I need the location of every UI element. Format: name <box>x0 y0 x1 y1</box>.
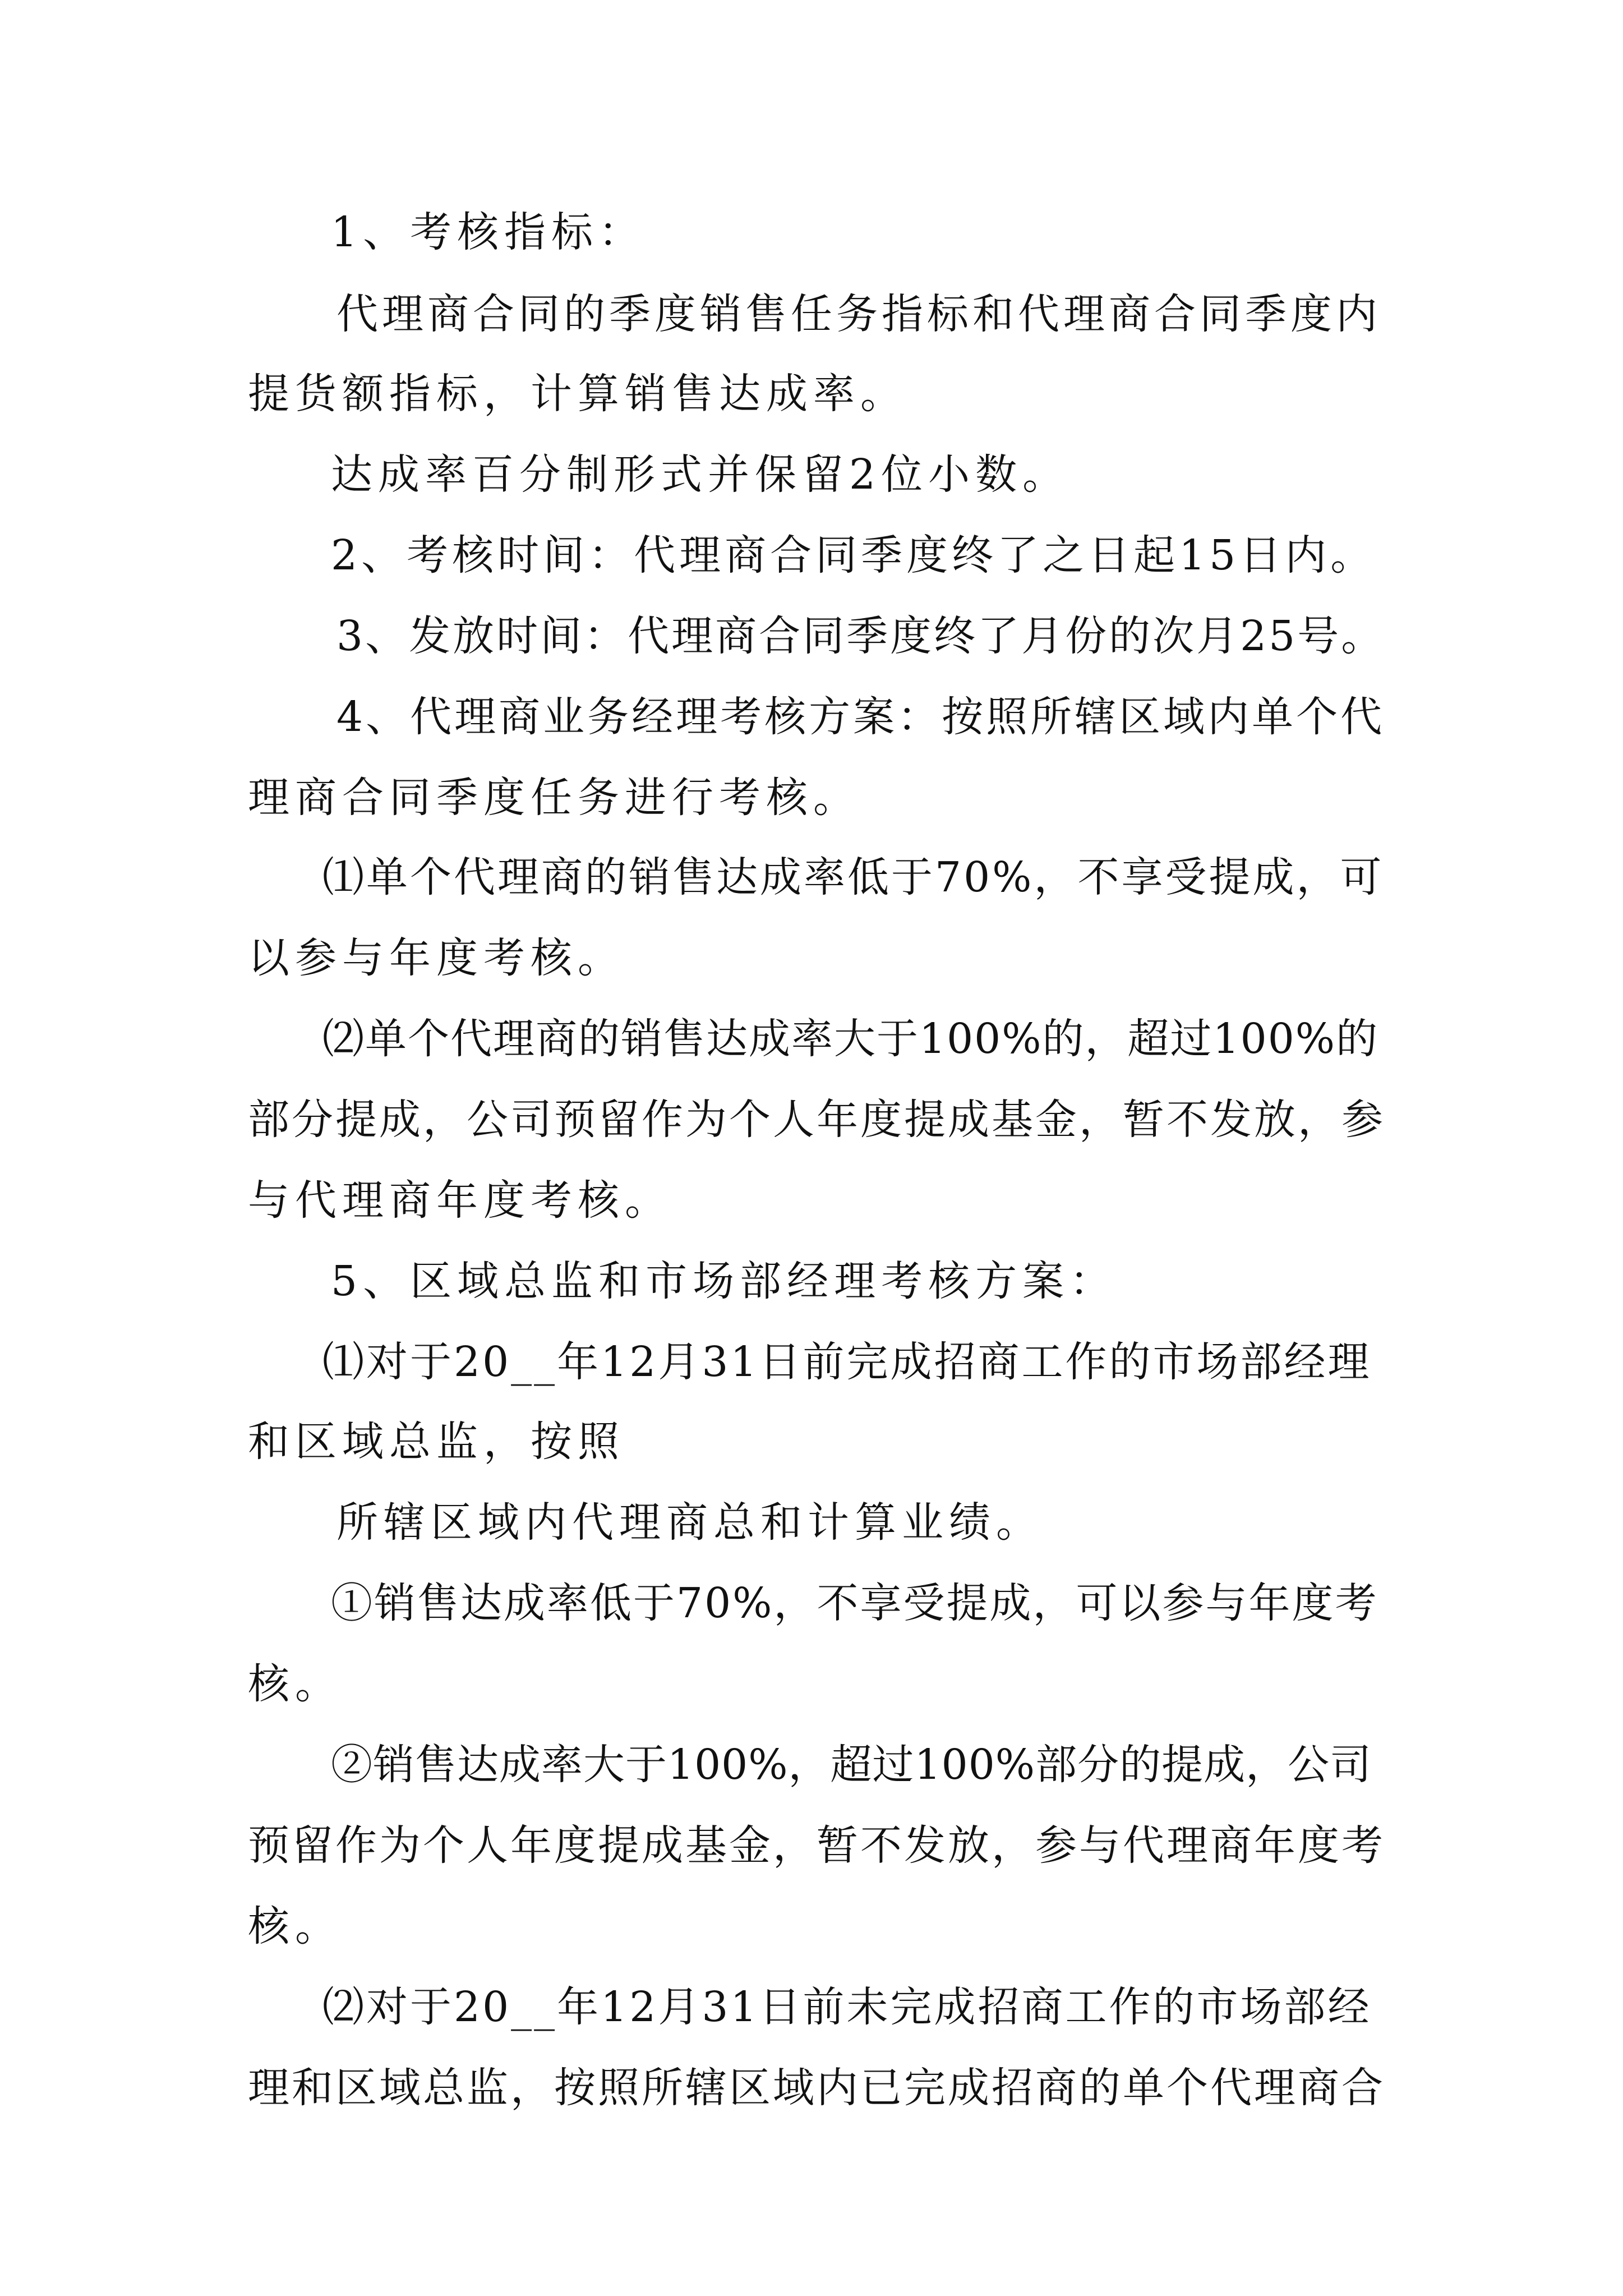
text-line-7: 4、代理商业务经理考核方案：按照所辖区域内单个代 <box>336 693 1385 741</box>
text-line-10: 以参与年度考核。 <box>248 934 625 982</box>
text-line-24: 理和区域总监，按照所辖区域内已完成招商的单个代理商合 <box>248 2064 1385 2112</box>
text-line-16: 和区域总监，按照 <box>248 1418 625 1466</box>
text-line-22: 核。 <box>248 1902 342 1950</box>
text-line-1: 1、考核指标： <box>331 208 646 256</box>
text-line-21: 预留作为个人年度提成基金，暂不发放，参与代理商年度考 <box>248 1821 1385 1870</box>
text-line-15: ⑴对于20__年12月31日前完成招商工作的市场部经理 <box>322 1338 1372 1386</box>
text-line-13: 与代理商年度考核。 <box>248 1176 672 1225</box>
text-line-19: 核。 <box>248 1660 342 1708</box>
text-line-17: 所辖区域内代理商总和计算业绩。 <box>336 1498 1043 1547</box>
text-line-12: 部分提成，公司预留作为个人年度提成基金，暂不发放，参 <box>248 1096 1385 1144</box>
text-line-6: 3、发放时间：代理商合同季度终了月份的次月25号。 <box>336 612 1385 660</box>
text-line-4: 达成率百分制形式并保留2位小数。 <box>331 450 1070 499</box>
text-line-18: ①销售达成率低于70%，不享受提成，可以参与年度考 <box>331 1579 1378 1627</box>
text-line-2: 代理商合同的季度销售任务指标和代理商合同季度内 <box>336 290 1381 338</box>
text-line-23: ⑵对于20__年12月31日前未完成招商工作的市场部经 <box>322 1983 1372 2031</box>
text-line-8: 理商合同季度任务进行考核。 <box>248 774 860 822</box>
text-line-5: 2、考核时间：代理商合同季度终了之日起15日内。 <box>331 531 1376 579</box>
text-line-11: ⑵单个代理商的销售达成率大于100%的，超过100%的 <box>322 1015 1379 1063</box>
text-line-3: 提货额指标，计算销售达成率。 <box>248 370 907 418</box>
text-line-9: ⑴单个代理商的销售达成率低于70%，不享受提成，可 <box>322 853 1384 901</box>
text-line-14: 5、区域总监和市场部经理考核方案： <box>331 1257 1117 1305</box>
text-line-20: ②销售达成率大于100%，超过100%部分的提成，公司 <box>331 1741 1372 1789</box>
